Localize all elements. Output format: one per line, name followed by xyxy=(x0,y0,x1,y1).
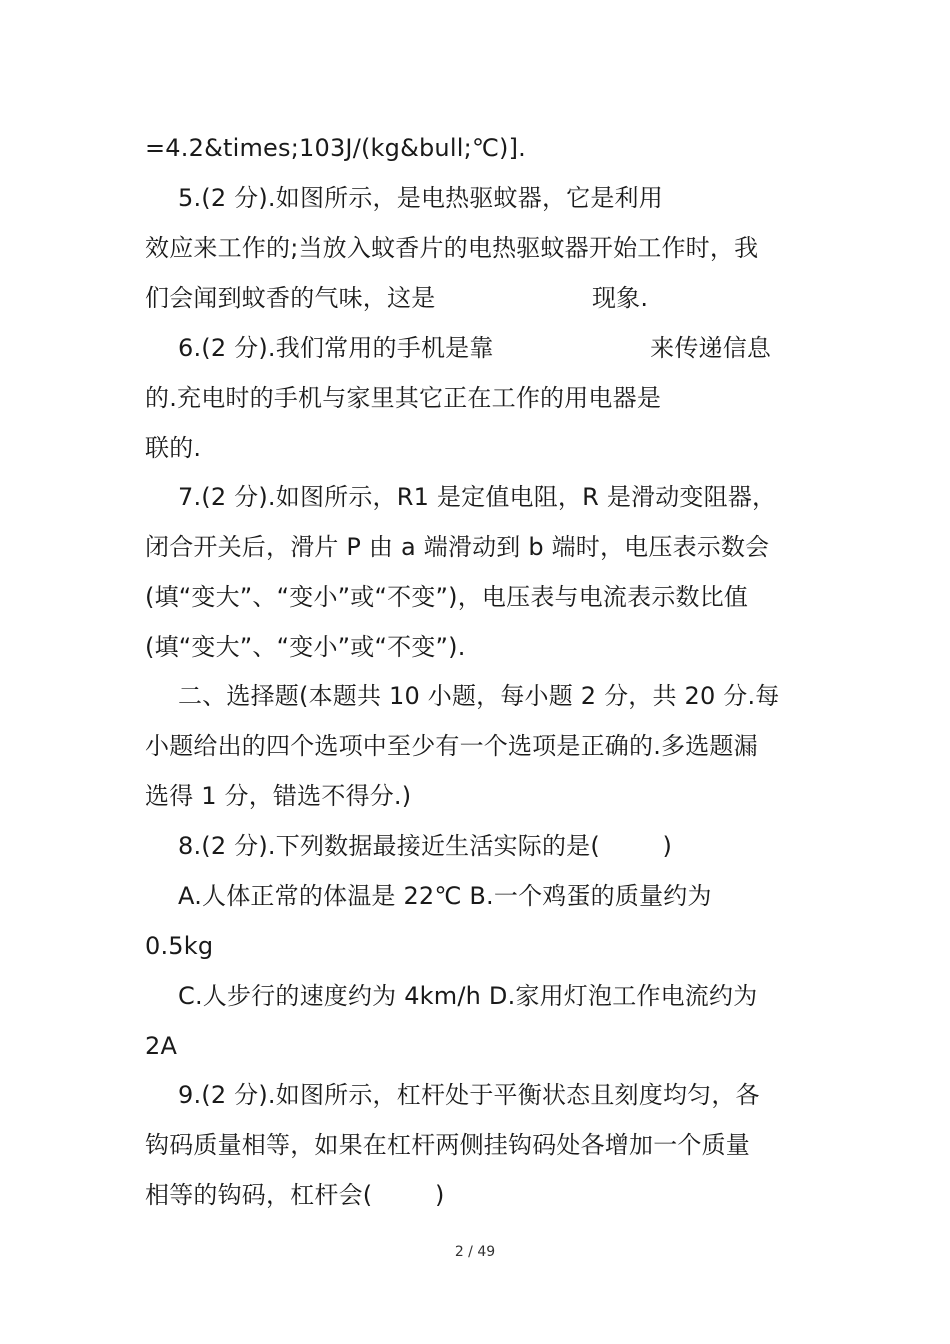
question-5-line-2: 效应来工作的;当放入蚊香片的电热驱蚊器开始工作时，我 xyxy=(145,234,759,262)
section-heading-line-1: 二、选择题(本题共 10 小题，每小题 2 分，共 20 分.每 xyxy=(178,682,780,710)
question-8-option-line-3: C.人步行的速度约为 4km/h D.家用灯泡工作电流约为 xyxy=(178,982,758,1010)
section-heading-line-3: 选得 1 分，错选不得分.) xyxy=(145,782,412,810)
question-5-line-3: 们会闻到蚊香的气味，这是 现象. xyxy=(145,284,649,312)
question-9-line-2: 钩码质量相等，如果在杠杆两侧挂钩码处各增加一个质量 xyxy=(145,1131,750,1159)
question-8-line-1: 8.(2 分).下列数据最接近生活实际的是( ) xyxy=(178,832,673,860)
question-9-line-3: 相等的钩码，杠杆会( ) xyxy=(145,1181,445,1209)
question-7-line-4: (填“变大”、“变小”或“不变”). xyxy=(145,633,466,661)
text-line: =4.2&times;103J/(kg&bull;℃)]. xyxy=(145,134,526,162)
section-heading-line-2: 小题给出的四个选项中至少有一个选项是正确的.多选题漏 xyxy=(145,732,758,760)
question-8-option-line-4: 2A xyxy=(145,1032,178,1060)
question-8-option-line-1: A.人体正常的体温是 22℃ B.一个鸡蛋的质量约为 xyxy=(178,882,712,910)
question-6-line-3: 联的. xyxy=(145,434,202,462)
question-9-line-1: 9.(2 分).如图所示，杠杆处于平衡状态且刻度均匀，各 xyxy=(178,1081,760,1109)
question-8-option-line-2: 0.5kg xyxy=(145,932,214,960)
question-6-line-2: 的.充电时的手机与家里其它正在工作的用电器是 xyxy=(145,384,662,412)
page-number: 2 / 49 xyxy=(454,1244,496,1260)
question-7-line-3: (填“变大”、“变小”或“不变”)，电压表与电流表示数比值 xyxy=(145,583,749,611)
question-7-line-2: 闭合开关后，滑片 P 由 a 端滑动到 b 端时，电压表示数会 xyxy=(145,533,770,561)
question-7-line-1: 7.(2 分).如图所示，R1 是定值电阻，R 是滑动变阻器， xyxy=(178,483,777,511)
question-6-line-1: 6.(2 分).我们常用的手机是靠 来传递信息 xyxy=(178,334,772,362)
question-5-line-1: 5.(2 分).如图所示，是电热驱蚊器，它是利用 xyxy=(178,184,663,212)
